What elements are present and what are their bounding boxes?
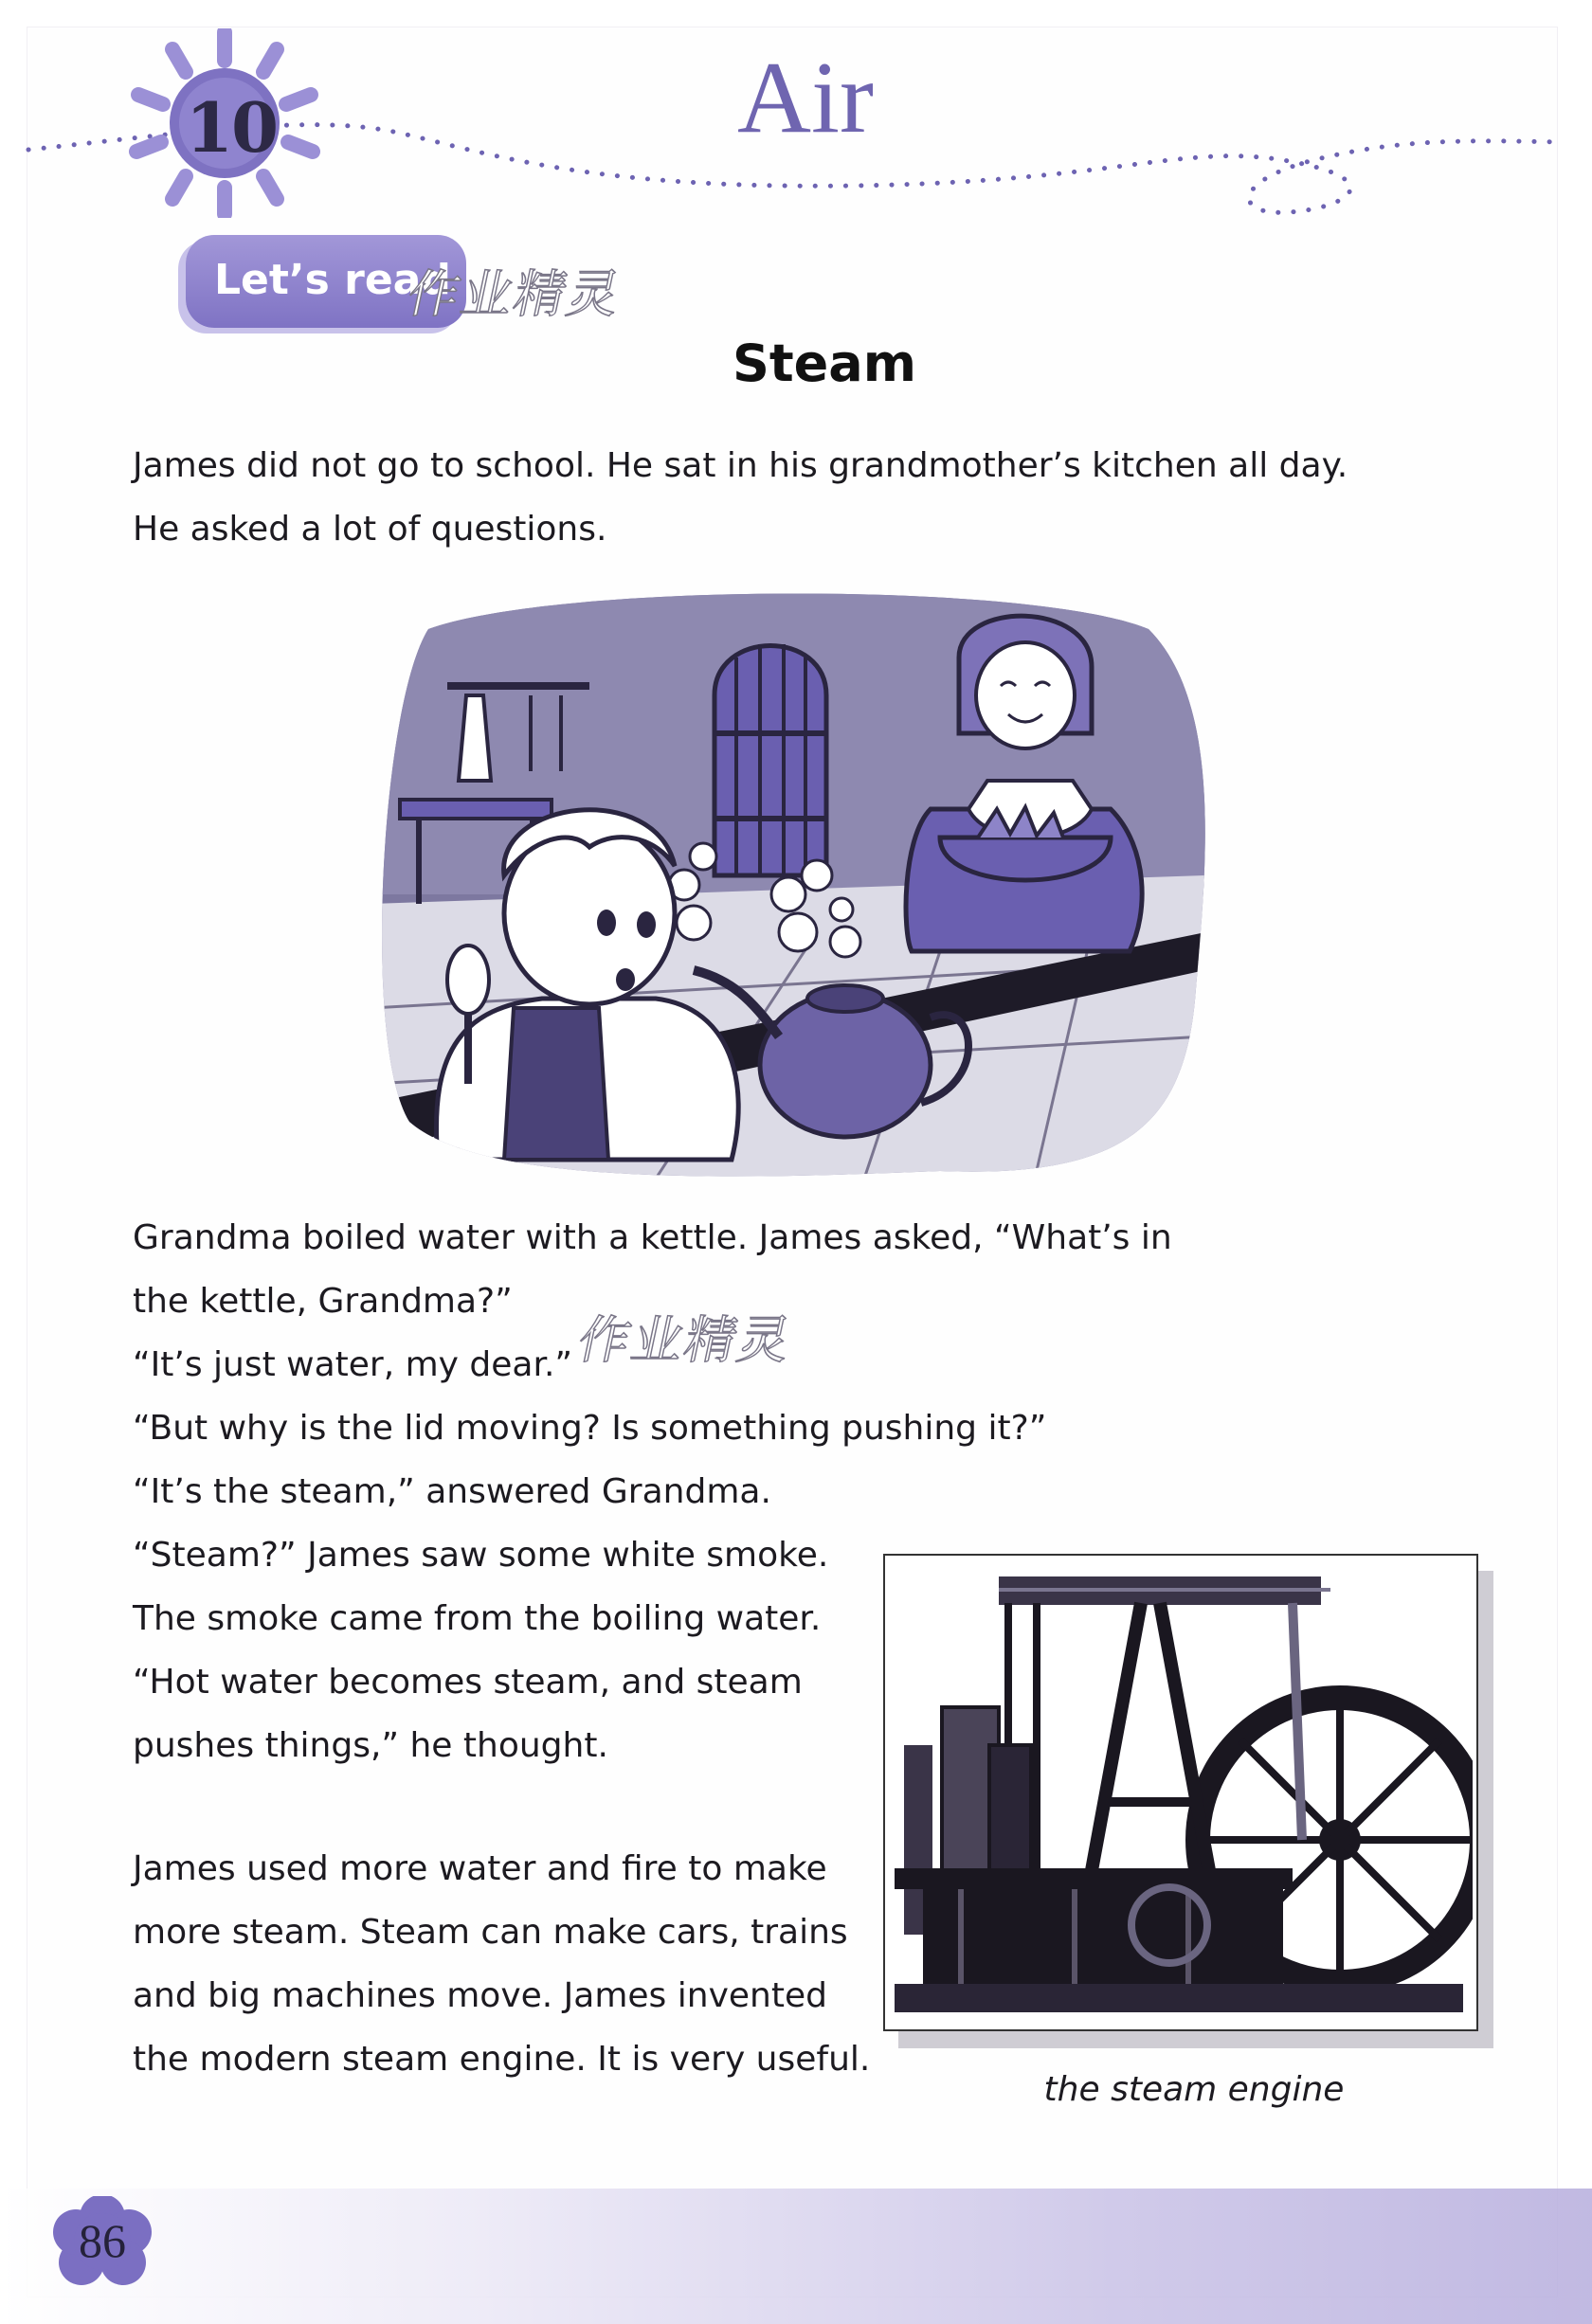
chapter-number: 10 bbox=[185, 87, 278, 168]
lets-read-label: Let’s read bbox=[214, 256, 451, 304]
text-line: He asked a lot of questions. bbox=[133, 510, 607, 549]
page-number: 86 bbox=[79, 2214, 126, 2267]
text-line: pushes things,” he thought. bbox=[133, 1726, 608, 1765]
chapter-title: Air bbox=[737, 42, 874, 154]
text-line: “Steam?” James saw some white smoke. bbox=[133, 1536, 829, 1575]
page-number-badge bbox=[53, 2196, 152, 2287]
watermark: 作业精灵 bbox=[402, 264, 627, 324]
text-line: James did not go to school. He sat in his grandmother’s kitchen all day. bbox=[133, 446, 1348, 485]
story-title: Steam bbox=[732, 333, 917, 393]
engine-caption: the steam engine bbox=[1043, 2070, 1345, 2109]
watermark: 作业精灵 bbox=[572, 1310, 798, 1370]
text-line: James used more water and fire to make bbox=[133, 1849, 827, 1888]
chapter-badge bbox=[125, 28, 324, 218]
text-line: and big machines move. James invented bbox=[133, 1976, 827, 2015]
intro-paragraph bbox=[133, 434, 1348, 561]
text-line: the kettle, Grandma?” bbox=[133, 1282, 513, 1321]
kitchen-illustration bbox=[371, 591, 1205, 1179]
text-line: The smoke came from the boiling water. bbox=[133, 1599, 822, 1638]
text-line: the modern steam engine. It is very useful. bbox=[133, 2040, 871, 2079]
text-line: “Hot water becomes steam, and steam bbox=[133, 1663, 803, 1702]
text-line: “But why is the lid moving? Is something pushing it?” bbox=[133, 1409, 1047, 1448]
steam-engine-image bbox=[885, 1556, 1473, 2026]
text-line: “It’s the steam,” answered Grandma. bbox=[133, 1472, 771, 1511]
text-line: Grandma boiled water with a kettle. James asked, “What’s in bbox=[133, 1218, 1172, 1257]
steam-engine-photo bbox=[883, 1554, 1478, 2031]
text-line: more steam. Steam can make cars, trains bbox=[133, 1913, 848, 1952]
text-line: “It’s just water, my dear.” bbox=[133, 1345, 573, 1384]
bottom-band bbox=[0, 2189, 1592, 2324]
ending-paragraph bbox=[133, 1837, 870, 2091]
